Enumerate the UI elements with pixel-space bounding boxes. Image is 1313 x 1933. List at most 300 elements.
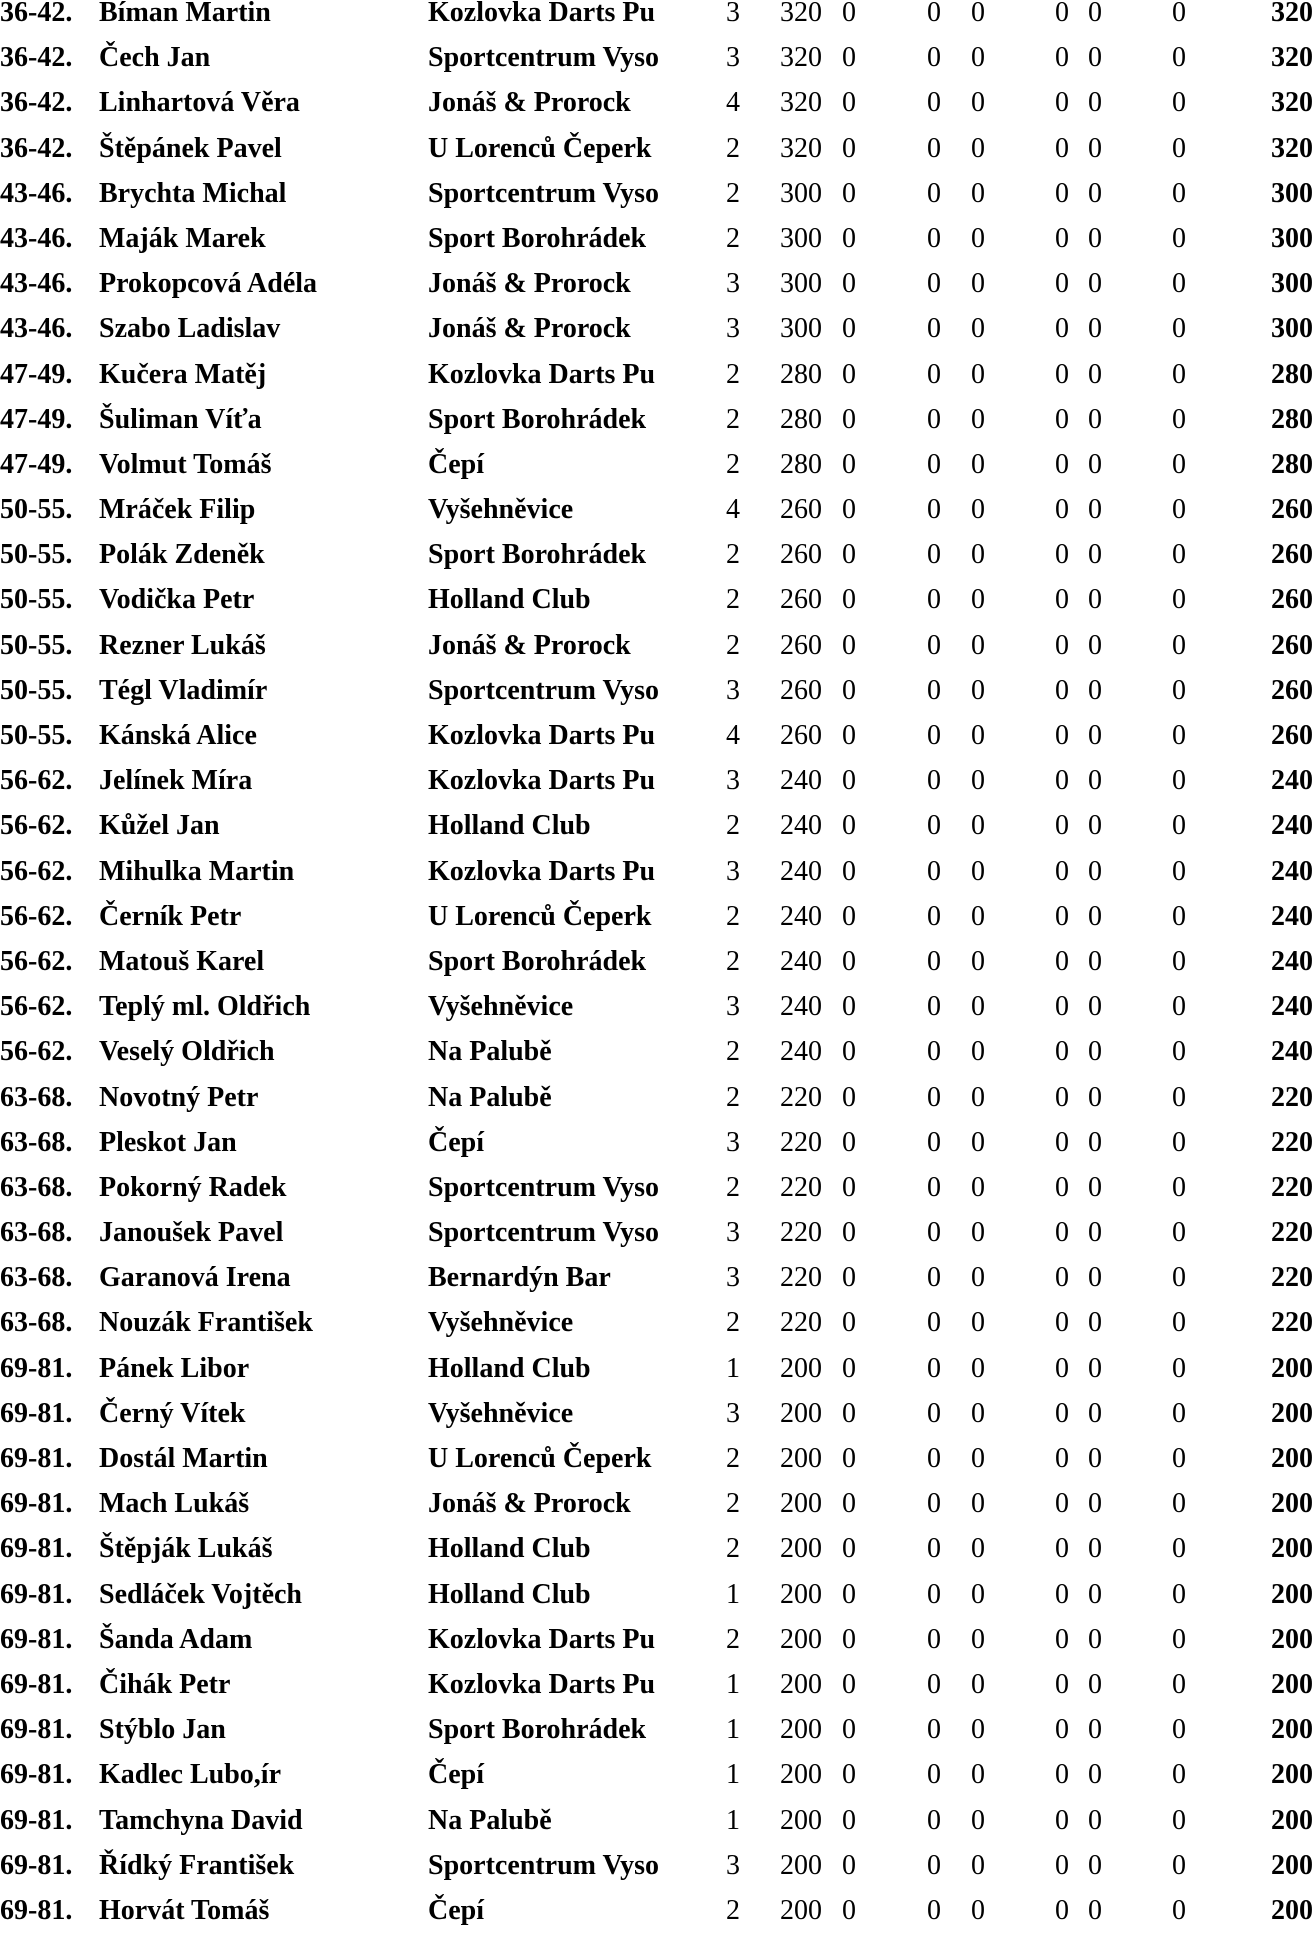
rank-cell: 69-81. [0, 1894, 73, 1926]
table-row [0, 577, 1313, 622]
points-cell: 220 [780, 1171, 822, 1203]
club-cell: Kozlovka Darts Pu [428, 765, 656, 797]
score-cell-3: 0 [971, 42, 985, 74]
matches-cell: 2 [726, 900, 740, 932]
club-cell: Na Palubě [428, 1036, 552, 1068]
score-cell-2: 0 [927, 945, 941, 977]
player-name-cell: Sedláček Vojtěch [99, 1578, 302, 1610]
score-cell-6: 0 [1172, 1217, 1186, 1249]
player-name-cell: Bíman Martin [99, 0, 271, 28]
score-cell-5: 0 [1088, 1714, 1102, 1746]
table-row [0, 1120, 1313, 1165]
score-cell-3: 0 [971, 1894, 985, 1926]
score-cell-3: 0 [971, 1804, 985, 1836]
score-cell-2: 0 [927, 222, 941, 254]
rank-cell: 56-62. [0, 1036, 73, 1068]
table-row [0, 1255, 1313, 1300]
score-cell-6: 0 [1172, 1488, 1186, 1520]
score-cell-1: 0 [842, 1578, 856, 1610]
score-cell-6: 0 [1172, 1804, 1186, 1836]
score-cell-1: 0 [842, 1081, 856, 1113]
table-row [0, 1888, 1313, 1933]
matches-cell: 2 [726, 584, 740, 616]
points-cell: 260 [780, 539, 822, 571]
rank-cell: 69-81. [0, 1849, 73, 1881]
rank-cell: 63-68. [0, 1262, 73, 1294]
score-cell-4: 0 [1055, 1623, 1069, 1655]
score-cell-5: 0 [1088, 1623, 1102, 1655]
score-cell-1: 0 [842, 810, 856, 842]
table-row [0, 261, 1313, 306]
score-cell-2: 0 [927, 900, 941, 932]
club-cell: Bernardýn Bar [428, 1262, 611, 1294]
rank-cell: 56-62. [0, 765, 73, 797]
rank-cell: 50-55. [0, 539, 73, 571]
score-cell-4: 0 [1055, 584, 1069, 616]
score-cell-4: 0 [1055, 313, 1069, 345]
club-cell: Sportcentrum Vyso [428, 1849, 660, 1881]
total-cell: 200 [1271, 1623, 1313, 1655]
rank-cell: 69-81. [0, 1668, 73, 1700]
total-cell: 280 [1271, 403, 1313, 435]
score-cell-2: 0 [927, 358, 941, 390]
score-cell-1: 0 [842, 1036, 856, 1068]
score-cell-6: 0 [1172, 403, 1186, 435]
total-cell: 200 [1271, 1352, 1313, 1384]
score-cell-2: 0 [927, 1126, 941, 1158]
score-cell-1: 0 [842, 674, 856, 706]
score-cell-4: 0 [1055, 1443, 1069, 1474]
club-cell: Čepí [428, 448, 484, 480]
player-name-cell: Kadlec Lubo,ír [99, 1759, 282, 1791]
player-name-cell: Řídký František [99, 1849, 295, 1881]
score-cell-3: 0 [971, 584, 985, 616]
table-row [0, 894, 1313, 939]
club-cell: Holland Club [428, 1533, 591, 1565]
matches-cell: 2 [726, 1443, 740, 1474]
points-cell: 240 [780, 945, 822, 977]
score-cell-4: 0 [1055, 991, 1069, 1023]
table-row [0, 1752, 1313, 1797]
score-cell-3: 0 [971, 855, 985, 887]
matches-cell: 2 [726, 177, 740, 209]
points-cell: 200 [780, 1488, 822, 1520]
score-cell-3: 0 [971, 1759, 985, 1791]
total-cell: 240 [1271, 765, 1313, 797]
player-name-cell: Szabo Ladislav [99, 313, 281, 345]
points-cell: 280 [780, 358, 822, 390]
rank-cell: 63-68. [0, 1126, 73, 1158]
score-cell-2: 0 [927, 1668, 941, 1700]
score-cell-1: 0 [842, 1262, 856, 1294]
total-cell: 280 [1271, 448, 1313, 480]
score-cell-6: 0 [1172, 720, 1186, 751]
score-cell-2: 0 [927, 448, 941, 480]
score-cell-6: 0 [1172, 313, 1186, 345]
total-cell: 220 [1271, 1081, 1313, 1113]
score-cell-2: 0 [927, 810, 941, 842]
matches-cell: 2 [726, 1307, 740, 1339]
score-cell-1: 0 [842, 42, 856, 74]
points-cell: 260 [780, 674, 822, 706]
score-cell-6: 0 [1172, 222, 1186, 254]
points-cell: 220 [780, 1307, 822, 1339]
matches-cell: 3 [726, 1262, 740, 1294]
score-cell-6: 0 [1172, 494, 1186, 526]
score-cell-2: 0 [927, 403, 941, 435]
club-cell: Sport Borohrádek [428, 539, 647, 571]
matches-cell: 3 [726, 855, 740, 887]
rank-cell: 69-81. [0, 1443, 73, 1474]
total-cell: 320 [1271, 87, 1313, 119]
total-cell: 320 [1271, 42, 1313, 74]
club-cell: Jonáš & Prorock [428, 268, 631, 300]
score-cell-2: 0 [927, 1262, 941, 1294]
score-cell-3: 0 [971, 358, 985, 390]
player-name-cell: Volmut Tomáš [99, 448, 272, 480]
points-cell: 240 [780, 765, 822, 797]
matches-cell: 2 [726, 132, 740, 164]
points-cell: 200 [780, 1849, 822, 1881]
score-cell-6: 0 [1172, 87, 1186, 119]
score-cell-6: 0 [1172, 1849, 1186, 1881]
player-name-cell: Tégl Vladimír [99, 674, 268, 706]
score-cell-3: 0 [971, 0, 985, 28]
club-cell: Kozlovka Darts Pu [428, 855, 656, 887]
player-name-cell: Rezner Lukáš [99, 629, 266, 661]
rank-cell: 56-62. [0, 991, 73, 1023]
table-row [0, 1843, 1313, 1888]
score-cell-5: 0 [1088, 87, 1102, 119]
table-row [0, 487, 1313, 532]
matches-cell: 2 [726, 945, 740, 977]
table-row [0, 532, 1313, 577]
score-cell-1: 0 [842, 1397, 856, 1429]
score-cell-3: 0 [971, 1668, 985, 1700]
total-cell: 200 [1271, 1849, 1313, 1881]
points-cell: 220 [780, 1262, 822, 1294]
rank-cell: 47-49. [0, 403, 73, 435]
club-cell: Na Palubě [428, 1081, 552, 1113]
score-cell-4: 0 [1055, 720, 1069, 751]
score-cell-1: 0 [842, 1714, 856, 1746]
rank-cell: 43-46. [0, 177, 73, 209]
matches-cell: 2 [726, 539, 740, 571]
total-cell: 220 [1271, 1171, 1313, 1203]
score-cell-3: 0 [971, 448, 985, 480]
score-cell-5: 0 [1088, 674, 1102, 706]
matches-cell: 2 [726, 1488, 740, 1520]
score-cell-5: 0 [1088, 629, 1102, 661]
score-cell-3: 0 [971, 810, 985, 842]
total-cell: 220 [1271, 1126, 1313, 1158]
score-cell-3: 0 [971, 720, 985, 751]
score-cell-1: 0 [842, 1623, 856, 1655]
rank-cell: 47-49. [0, 358, 73, 390]
points-cell: 260 [780, 720, 822, 751]
score-cell-5: 0 [1088, 1804, 1102, 1836]
score-cell-1: 0 [842, 403, 856, 435]
club-cell: Vyšehněvice [428, 991, 574, 1023]
points-cell: 320 [780, 42, 822, 74]
score-cell-6: 0 [1172, 177, 1186, 209]
score-cell-3: 0 [971, 945, 985, 977]
score-cell-6: 0 [1172, 539, 1186, 571]
score-cell-1: 0 [842, 222, 856, 254]
score-cell-1: 0 [842, 0, 856, 28]
score-cell-5: 0 [1088, 1894, 1102, 1926]
score-cell-4: 0 [1055, 448, 1069, 480]
rank-cell: 50-55. [0, 629, 73, 661]
club-cell: Vyšehněvice [428, 1397, 574, 1429]
player-name-cell: Šanda Adam [99, 1623, 253, 1655]
score-cell-5: 0 [1088, 1352, 1102, 1384]
score-cell-1: 0 [842, 1443, 856, 1474]
score-cell-4: 0 [1055, 1217, 1069, 1249]
score-cell-4: 0 [1055, 810, 1069, 842]
matches-cell: 2 [726, 222, 740, 254]
score-cell-6: 0 [1172, 132, 1186, 164]
club-cell: Sportcentrum Vyso [428, 177, 660, 209]
player-name-cell: Linhartová Věra [99, 87, 300, 119]
total-cell: 240 [1271, 900, 1313, 932]
rank-cell: 56-62. [0, 855, 73, 887]
score-cell-1: 0 [842, 1533, 856, 1565]
player-name-cell: Kůžel Jan [99, 810, 220, 842]
score-cell-4: 0 [1055, 1849, 1069, 1881]
score-cell-1: 0 [842, 945, 856, 977]
rank-cell: 36-42. [0, 132, 73, 164]
score-cell-3: 0 [971, 674, 985, 706]
score-cell-3: 0 [971, 313, 985, 345]
rank-cell: 56-62. [0, 945, 73, 977]
player-name-cell: Maják Marek [99, 222, 266, 254]
score-cell-2: 0 [927, 1443, 941, 1474]
points-cell: 200 [780, 1578, 822, 1610]
score-cell-5: 0 [1088, 132, 1102, 164]
score-cell-1: 0 [842, 539, 856, 571]
table-row [0, 1526, 1313, 1571]
score-cell-5: 0 [1088, 1488, 1102, 1520]
rank-cell: 36-42. [0, 0, 73, 28]
score-cell-4: 0 [1055, 1668, 1069, 1700]
points-cell: 300 [780, 313, 822, 345]
player-name-cell: Pokorný Radek [99, 1171, 287, 1203]
total-cell: 200 [1271, 1397, 1313, 1429]
player-name-cell: Prokopcová Adéla [99, 268, 318, 300]
total-cell: 320 [1271, 132, 1313, 164]
score-cell-6: 0 [1172, 1352, 1186, 1384]
total-cell: 200 [1271, 1804, 1313, 1836]
score-cell-1: 0 [842, 1804, 856, 1836]
score-cell-6: 0 [1172, 1894, 1186, 1926]
score-cell-5: 0 [1088, 900, 1102, 932]
total-cell: 260 [1271, 539, 1313, 571]
score-cell-1: 0 [842, 358, 856, 390]
score-cell-2: 0 [927, 132, 941, 164]
player-name-cell: Brychta Michal [99, 177, 287, 209]
score-cell-2: 0 [927, 177, 941, 209]
player-name-cell: Vodička Petr [99, 584, 255, 616]
score-cell-4: 0 [1055, 1307, 1069, 1339]
matches-cell: 1 [726, 1759, 740, 1791]
score-cell-5: 0 [1088, 1036, 1102, 1068]
points-cell: 200 [780, 1533, 822, 1565]
rank-cell: 50-55. [0, 720, 73, 751]
score-cell-5: 0 [1088, 1126, 1102, 1158]
score-cell-1: 0 [842, 855, 856, 887]
table-row [0, 1300, 1313, 1345]
score-cell-2: 0 [927, 313, 941, 345]
score-cell-4: 0 [1055, 1714, 1069, 1746]
player-name-cell: Čihák Petr [99, 1668, 231, 1700]
player-name-cell: Jelínek Míra [99, 765, 253, 797]
points-cell: 200 [780, 1397, 822, 1429]
club-cell: U Lorenců Čeperk [428, 900, 652, 932]
score-cell-4: 0 [1055, 358, 1069, 390]
score-cell-6: 0 [1172, 855, 1186, 887]
score-cell-6: 0 [1172, 1668, 1186, 1700]
score-cell-3: 0 [971, 177, 985, 209]
points-cell: 240 [780, 810, 822, 842]
total-cell: 320 [1271, 0, 1313, 28]
score-cell-3: 0 [971, 1262, 985, 1294]
score-cell-6: 0 [1172, 358, 1186, 390]
player-name-cell: Stýblo Jan [99, 1714, 226, 1746]
player-name-cell: Tamchyna David [99, 1804, 303, 1836]
table-row [0, 1391, 1313, 1436]
table-row [0, 171, 1313, 216]
score-cell-5: 0 [1088, 1217, 1102, 1249]
score-cell-4: 0 [1055, 1759, 1069, 1791]
matches-cell: 3 [726, 1126, 740, 1158]
score-cell-5: 0 [1088, 42, 1102, 74]
score-cell-3: 0 [971, 494, 985, 526]
matches-cell: 3 [726, 674, 740, 706]
club-cell: Sport Borohrádek [428, 1714, 647, 1746]
score-cell-4: 0 [1055, 1397, 1069, 1429]
total-cell: 220 [1271, 1307, 1313, 1339]
score-cell-6: 0 [1172, 810, 1186, 842]
score-cell-1: 0 [842, 1668, 856, 1700]
score-cell-5: 0 [1088, 1397, 1102, 1429]
points-cell: 240 [780, 991, 822, 1023]
score-cell-5: 0 [1088, 539, 1102, 571]
score-cell-3: 0 [971, 1126, 985, 1158]
score-cell-1: 0 [842, 1894, 856, 1926]
total-cell: 240 [1271, 1036, 1313, 1068]
player-name-cell: Horvát Tomáš [99, 1894, 270, 1926]
rank-cell: 63-68. [0, 1217, 73, 1249]
score-cell-1: 0 [842, 1217, 856, 1249]
table-row [0, 984, 1313, 1029]
score-cell-4: 0 [1055, 1804, 1069, 1836]
score-cell-6: 0 [1172, 1262, 1186, 1294]
table-row [0, 397, 1313, 442]
points-cell: 240 [780, 900, 822, 932]
score-cell-1: 0 [842, 313, 856, 345]
score-cell-3: 0 [971, 1081, 985, 1113]
rank-cell: 69-81. [0, 1488, 73, 1520]
total-cell: 240 [1271, 945, 1313, 977]
score-cell-4: 0 [1055, 1488, 1069, 1520]
score-cell-2: 0 [927, 674, 941, 706]
score-cell-6: 0 [1172, 42, 1186, 74]
score-cell-1: 0 [842, 584, 856, 616]
club-cell: U Lorenců Čeperk [428, 132, 652, 164]
score-cell-5: 0 [1088, 720, 1102, 751]
points-cell: 320 [780, 0, 822, 28]
rank-cell: 69-81. [0, 1714, 73, 1746]
points-cell: 320 [780, 132, 822, 164]
score-cell-4: 0 [1055, 945, 1069, 977]
score-cell-4: 0 [1055, 1352, 1069, 1384]
score-cell-6: 0 [1172, 448, 1186, 480]
score-cell-3: 0 [971, 539, 985, 571]
score-cell-6: 0 [1172, 268, 1186, 300]
score-cell-2: 0 [927, 1804, 941, 1836]
table-row [0, 1346, 1313, 1391]
club-cell: Sportcentrum Vyso [428, 1171, 660, 1203]
score-cell-2: 0 [927, 1894, 941, 1926]
score-cell-4: 0 [1055, 1126, 1069, 1158]
club-cell: Kozlovka Darts Pu [428, 0, 656, 28]
score-cell-3: 0 [971, 1217, 985, 1249]
club-cell: Kozlovka Darts Pu [428, 1668, 656, 1700]
table-row [0, 803, 1313, 848]
score-cell-2: 0 [927, 765, 941, 797]
score-cell-5: 0 [1088, 403, 1102, 435]
table-row [0, 1029, 1313, 1074]
score-cell-2: 0 [927, 584, 941, 616]
rank-cell: 63-68. [0, 1307, 73, 1339]
score-cell-5: 0 [1088, 991, 1102, 1023]
points-cell: 280 [780, 448, 822, 480]
player-name-cell: Polák Zdeněk [99, 539, 265, 571]
score-cell-3: 0 [971, 132, 985, 164]
score-cell-1: 0 [842, 1352, 856, 1384]
club-cell: Holland Club [428, 584, 591, 616]
score-cell-6: 0 [1172, 674, 1186, 706]
points-cell: 260 [780, 494, 822, 526]
player-name-cell: Mráček Filip [99, 494, 256, 526]
score-cell-5: 0 [1088, 1849, 1102, 1881]
rank-cell: 50-55. [0, 494, 73, 526]
points-cell: 220 [780, 1217, 822, 1249]
total-cell: 240 [1271, 991, 1313, 1023]
club-cell: Sport Borohrádek [428, 222, 647, 254]
points-cell: 200 [780, 1443, 822, 1474]
score-cell-4: 0 [1055, 765, 1069, 797]
points-cell: 300 [780, 222, 822, 254]
score-cell-2: 0 [927, 1307, 941, 1339]
player-name-cell: Kučera Matěj [99, 358, 267, 390]
rank-cell: 43-46. [0, 268, 73, 300]
score-cell-4: 0 [1055, 1578, 1069, 1610]
score-cell-4: 0 [1055, 855, 1069, 887]
matches-cell: 2 [726, 629, 740, 661]
score-cell-1: 0 [842, 1126, 856, 1158]
table-row [0, 758, 1313, 803]
score-cell-6: 0 [1172, 1307, 1186, 1339]
score-cell-2: 0 [927, 1397, 941, 1429]
score-cell-5: 0 [1088, 855, 1102, 887]
table-row [0, 442, 1313, 487]
score-cell-6: 0 [1172, 1759, 1186, 1791]
points-cell: 220 [780, 1126, 822, 1158]
club-cell: Holland Club [428, 1578, 591, 1610]
score-cell-1: 0 [842, 629, 856, 661]
